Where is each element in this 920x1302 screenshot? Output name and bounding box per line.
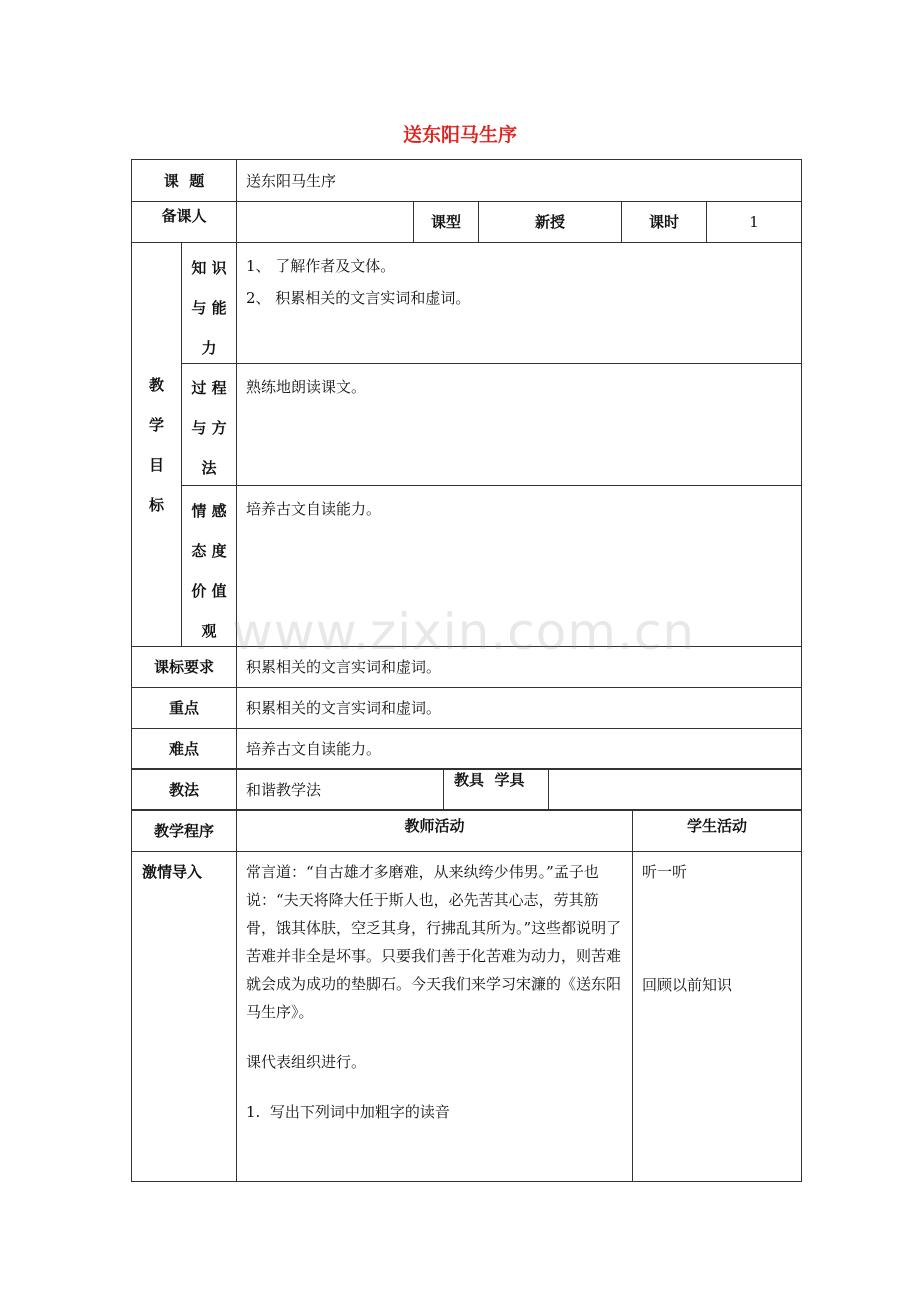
teacher-note: 课代表组织进行。 — [246, 1053, 367, 1071]
objective-line: 力 — [201, 339, 217, 357]
key-point-label: 重点 — [132, 688, 237, 729]
procedure-table — [131, 809, 802, 1182]
student-activity-item: 回顾以前知识 — [642, 976, 733, 994]
objectives-char: 学 — [148, 415, 164, 434]
topic-value: 送东阳马生序 — [246, 171, 337, 190]
method-table — [131, 768, 802, 810]
objectives-char: 标 — [148, 495, 164, 514]
objectives-char: 教 — [148, 375, 164, 394]
document-title: 送东阳马生序 — [402, 124, 517, 146]
objective-line: 态 度 — [191, 542, 227, 560]
hours-label: 课时 — [622, 202, 707, 243]
teacher-activity-label: 教师活动 — [237, 810, 633, 852]
student-activity-content — [633, 852, 802, 1182]
difficulty-value-cell — [237, 729, 802, 770]
preparer-label: 备课人 — [132, 202, 237, 243]
objective-item: 1、 了解作者及文体。 — [246, 257, 396, 275]
preparer-value-cell — [237, 202, 414, 243]
objective-line: 与 方 — [191, 419, 227, 437]
difficulty-label: 难点 — [132, 729, 237, 770]
procedure-label: 教学程序 — [132, 810, 237, 852]
topic-value-cell — [237, 160, 802, 202]
objective-item: 2、 积累相关的文言实词和虚词。 — [246, 289, 471, 307]
objective-line: 情 感 — [191, 502, 227, 520]
tools-value — [549, 769, 802, 811]
objective-line: 观 — [201, 622, 217, 640]
watermark: www.zixin.com.cn — [232, 603, 696, 661]
method-value: 和谐教学法 — [246, 780, 322, 799]
objective-line: 价 值 — [191, 582, 227, 600]
objective-item: 培养古文自读能力。 — [246, 500, 382, 518]
objective-process-label — [182, 364, 237, 486]
lesson-plan-table — [131, 159, 802, 769]
key-point-value: 积累相关的文言实词和虚词。 — [246, 699, 442, 717]
objective-line: 过 程 — [191, 379, 227, 397]
type-value: 新授 — [479, 202, 622, 243]
hours-value: 1 — [707, 202, 802, 243]
objective-item: 熟练地朗读课文。 — [246, 378, 367, 396]
stage-label: 激情导入 — [132, 852, 237, 1182]
objective-knowledge-label — [182, 243, 237, 364]
standard-value: 积累相关的文言实词和虚词。 — [246, 658, 442, 676]
key-point-value-cell — [237, 688, 802, 729]
objectives-label — [132, 243, 182, 647]
student-activity-item: 听一听 — [642, 863, 688, 881]
topic-label: 课 题 — [132, 160, 237, 202]
teacher-task: 1. 写出下列词中加粗字的读音 — [246, 1103, 450, 1121]
objective-process-content — [237, 364, 802, 486]
standard-label: 课标要求 — [132, 647, 237, 688]
difficulty-value: 培养古文自读能力。 — [246, 740, 382, 758]
objectives-char: 目 — [148, 455, 164, 474]
teacher-intro-text: 常言道：“自古雄才多磨难，从来纨绔少伟男。”孟子也说：“夫天将降大任于斯人也，必先苦其心志，劳其筋骨，饿其体肤，空乏其身，行拂乱其所为。”这些都说明了苦难并非全是坏事。只要我们善于化苦难为动力，则苦难就会成为成功的垫脚石。今天我们来学习宋濂的《送东阳马生序》。 — [246, 863, 622, 1021]
type-label: 课型 — [414, 202, 479, 243]
objective-line: 与 能 — [191, 299, 227, 317]
tools-label: 教具 学具 — [444, 769, 549, 811]
method-label: 教法 — [132, 769, 237, 811]
student-activity-label: 学生活动 — [633, 810, 802, 852]
teacher-activity-content — [237, 852, 633, 1182]
objective-line: 法 — [201, 459, 217, 477]
method-value-cell — [237, 769, 444, 811]
objective-emotion-label — [182, 486, 237, 647]
objective-line: 知 识 — [191, 259, 227, 277]
objective-knowledge-content — [237, 243, 802, 364]
